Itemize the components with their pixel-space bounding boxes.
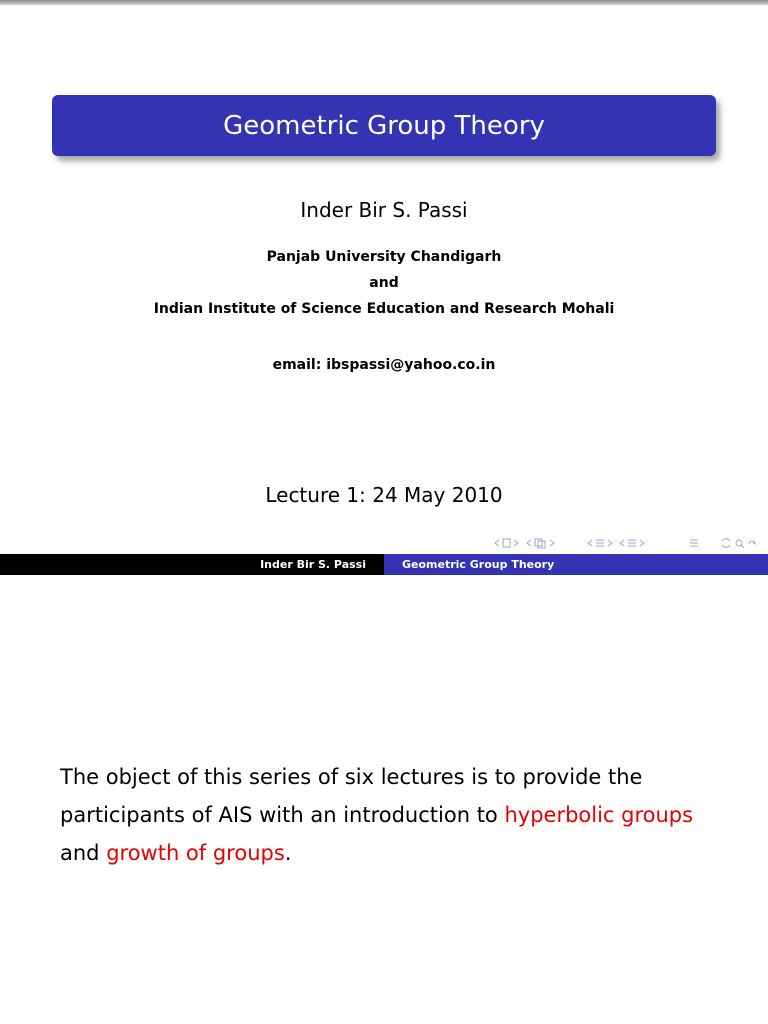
beamer-navigation-bar — [493, 536, 763, 550]
institution-2: Indian Institute of Science Education and Research Mohali — [153, 301, 615, 317]
slide-body-text — [60, 758, 720, 872]
footline-title-section — [384, 554, 768, 575]
nav-frame-next-icon[interactable] — [514, 540, 518, 546]
title-box — [52, 95, 716, 156]
body-text-part-3: . — [284, 841, 292, 865]
nav-back-icon[interactable] — [736, 540, 755, 548]
nav-subsection-prev-icon[interactable] — [527, 540, 531, 546]
nav-frame-prev-icon[interactable] — [495, 540, 499, 546]
nav-search-icon[interactable] — [722, 539, 730, 548]
nav-section-prev-icon[interactable] — [588, 540, 592, 546]
nav-section-icon[interactable] — [596, 540, 604, 546]
footline-author-section — [0, 554, 384, 575]
footline-title: Geometric Group Theory — [402, 558, 555, 571]
author-name: Inder Bir S. Passi — [300, 198, 468, 222]
nav-subsection-icon[interactable] — [535, 539, 545, 548]
nav-subsection-next-icon[interactable] — [550, 540, 554, 546]
highlight-growth-of-groups: growth of groups — [106, 841, 285, 865]
body-text-part-2: and — [60, 841, 107, 865]
slide-title: Geometric Group Theory — [223, 110, 545, 141]
author-email: email: ibspassi@yahoo.co.in — [272, 357, 496, 373]
lecture-date: Lecture 1: 24 May 2010 — [265, 483, 503, 507]
institution-1: Panjab University Chandigarh — [266, 249, 502, 265]
highlight-hyperbolic-groups: hyperbolic groups — [504, 803, 694, 827]
nav-frame-icon[interactable] — [503, 539, 510, 547]
institution-and: and — [369, 275, 399, 291]
content-slide — [0, 575, 768, 1024]
footline — [0, 554, 768, 575]
title-slide — [0, 5, 768, 575]
nav-document-icon[interactable] — [620, 540, 644, 546]
nav-section-next-icon[interactable] — [608, 540, 612, 546]
footline-author: Inder Bir S. Passi — [260, 558, 366, 571]
body-text-part-1: The object of this series of six lectures is to provide the participants of AIS with an introduction to — [60, 765, 643, 827]
